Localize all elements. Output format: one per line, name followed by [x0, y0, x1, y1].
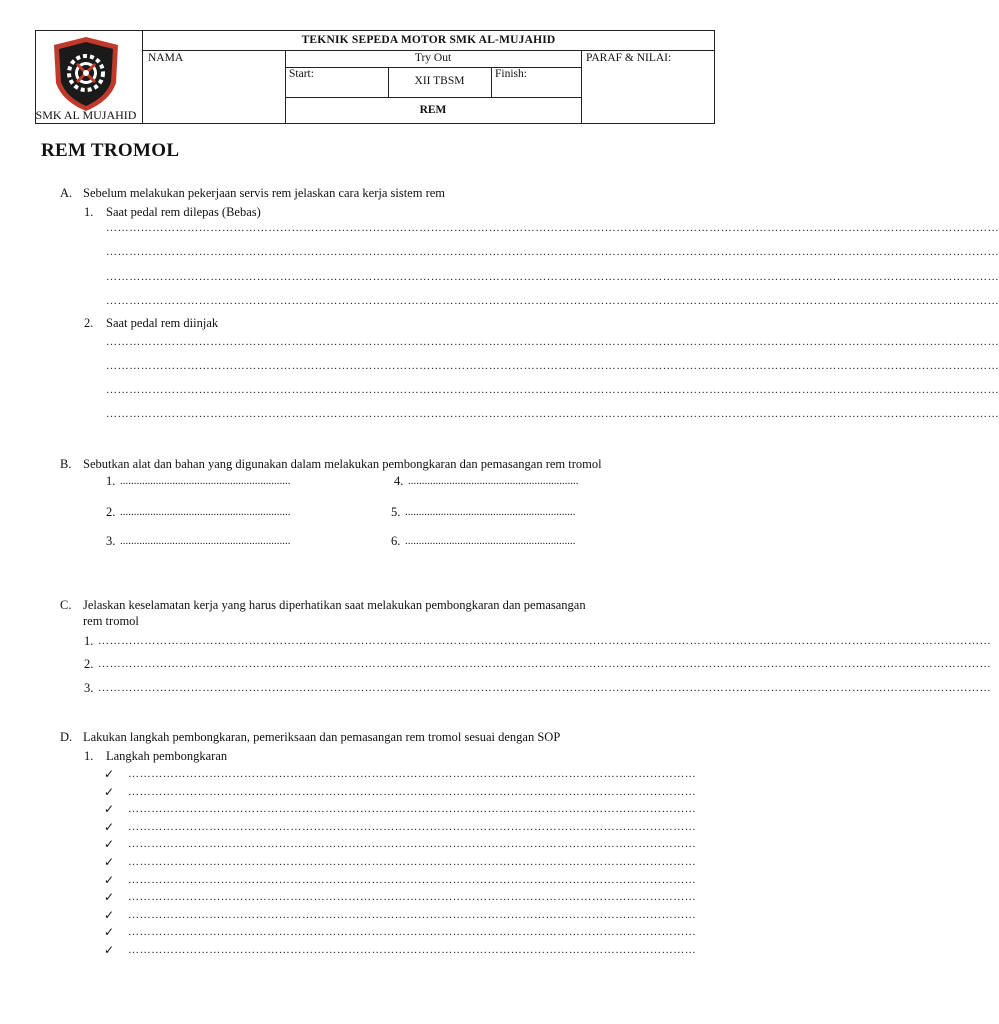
checkmark-icon: ✓	[104, 837, 115, 852]
list-number: 1.	[84, 634, 94, 648]
answer-line: ..............................................................	[120, 535, 291, 547]
page-title: REM TROMOL	[41, 140, 180, 161]
checkmark-icon: ✓	[104, 907, 115, 922]
checkmark-icon: ✓	[104, 872, 115, 887]
class-label: XII TBSM	[414, 75, 465, 87]
finish-label: Finish:	[495, 68, 527, 80]
checkmark-icon: ✓	[104, 925, 115, 940]
answer-line: ……………………………………………………………………………………………………………………………………………………………………………………………………………	[98, 658, 992, 670]
answer-line: …………………………………………………………………………………………………………………………………	[128, 873, 697, 886]
answer-line: …………………………………………………………………………………………………………………………………	[128, 803, 697, 816]
school-logo-icon	[50, 35, 122, 113]
section-text-cont: rem tromol	[83, 614, 139, 628]
answer-line: ..............................................................	[405, 506, 576, 518]
divider	[285, 67, 581, 68]
name-label: NAMA	[148, 52, 184, 64]
item-number: 1.	[84, 205, 94, 219]
list-number: 4.	[394, 474, 404, 488]
item-text: Saat pedal rem diinjak	[106, 316, 219, 330]
tryout-label: Try Out	[414, 52, 452, 64]
item-number: 1.	[84, 749, 94, 763]
checkmark-icon: ✓	[104, 855, 115, 869]
answer-line: ……………………………………………………………………………………………………………………………………………………………………………………………………………	[106, 360, 999, 372]
answer-line: ……………………………………………………………………………………………………………………………………………………………………………………………………………	[106, 271, 999, 283]
answer-line: ……………………………………………………………………………………………………………………………………………………………………………………………………………	[98, 682, 992, 694]
answer-line: ……………………………………………………………………………………………………………………………………………………………………………………………………………	[106, 336, 999, 348]
list-number: 2.	[106, 505, 116, 519]
answer-line: …………………………………………………………………………………………………………………………………	[128, 926, 697, 939]
answer-line: …………………………………………………………………………………………………………………………………	[128, 820, 697, 833]
section-text: Lakukan langkah pembongkaran, pemeriksaan dan pemasangan rem tromol sesuai dengan SOP	[83, 730, 561, 744]
section-letter: D.	[60, 730, 73, 744]
section-letter: C.	[60, 598, 72, 612]
answer-line: …………………………………………………………………………………………………………………………………	[128, 768, 697, 780]
section-text: Sebelum melakukan pekerjaan servis rem jelaskan cara kerja sistem rem	[83, 186, 446, 200]
answer-line: …………………………………………………………………………………………………………………………………	[128, 908, 697, 921]
school-name: SMK AL MUJAHID	[35, 108, 137, 122]
section-letter: B.	[60, 457, 72, 471]
subject-label: REM	[419, 104, 447, 116]
answer-line: …………………………………………………………………………………………………………………………………	[128, 856, 697, 868]
divider	[581, 50, 582, 124]
answer-line: ..............................................................	[120, 506, 291, 518]
section-letter: A.	[60, 186, 73, 200]
answer-line: ……………………………………………………………………………………………………………………………………………………………………………………………………………	[106, 408, 999, 420]
checkmark-icon: ✓	[104, 802, 115, 817]
header-table	[35, 30, 715, 124]
answer-line: ..............................................................	[405, 535, 576, 547]
list-number: 6.	[391, 534, 401, 548]
section-text: Jelaskan keselamatan kerja yang harus diperhatikan saat melakukan pembongkaran dan pemasangan	[83, 598, 586, 612]
checkmark-icon: ✓	[104, 784, 115, 799]
item-text: Langkah pembongkaran	[106, 749, 228, 763]
list-number: 5.	[391, 505, 401, 519]
checkmark-icon: ✓	[104, 943, 115, 957]
checkmark-icon: ✓	[104, 767, 115, 781]
list-number: 2.	[84, 657, 94, 671]
divider	[491, 67, 492, 97]
answer-line: …………………………………………………………………………………………………………………………………	[128, 891, 697, 904]
divider	[285, 97, 581, 98]
answer-line: ..............................................................	[408, 475, 579, 487]
item-number: 2.	[84, 316, 94, 330]
start-label: Start:	[289, 68, 314, 80]
divider	[142, 50, 715, 51]
section-text: Sebutkan alat dan bahan yang digunakan dalam melakukan pembongkaran dan pemasangan rem tromol	[83, 457, 602, 471]
school-title: TEKNIK SEPEDA MOTOR SMK AL-MUJAHID	[301, 34, 556, 46]
answer-line: ……………………………………………………………………………………………………………………………………………………………………………………………………………	[106, 246, 999, 258]
list-number: 3.	[106, 534, 116, 548]
answer-line: ……………………………………………………………………………………………………………………………………………………………………………………………………………	[106, 222, 999, 234]
checkmark-icon: ✓	[104, 890, 115, 905]
answer-line: ……………………………………………………………………………………………………………………………………………………………………………………………………………	[106, 384, 999, 396]
paraf-label: PARAF & NILAI:	[586, 52, 672, 64]
answer-line: …………………………………………………………………………………………………………………………………	[128, 785, 697, 798]
answer-line: ……………………………………………………………………………………………………………………………………………………………………………………………………………	[106, 295, 999, 307]
list-number: 1.	[106, 474, 116, 488]
checkmark-icon: ✓	[104, 819, 115, 834]
answer-line: ……………………………………………………………………………………………………………………………………………………………………………………………………………	[98, 635, 992, 647]
item-text: Saat pedal rem dilepas (Bebas)	[106, 205, 261, 219]
list-number: 3.	[84, 681, 94, 695]
answer-line: …………………………………………………………………………………………………………………………………	[128, 838, 697, 851]
answer-line: ..............................................................	[120, 475, 291, 487]
answer-line: …………………………………………………………………………………………………………………………………	[128, 944, 697, 956]
